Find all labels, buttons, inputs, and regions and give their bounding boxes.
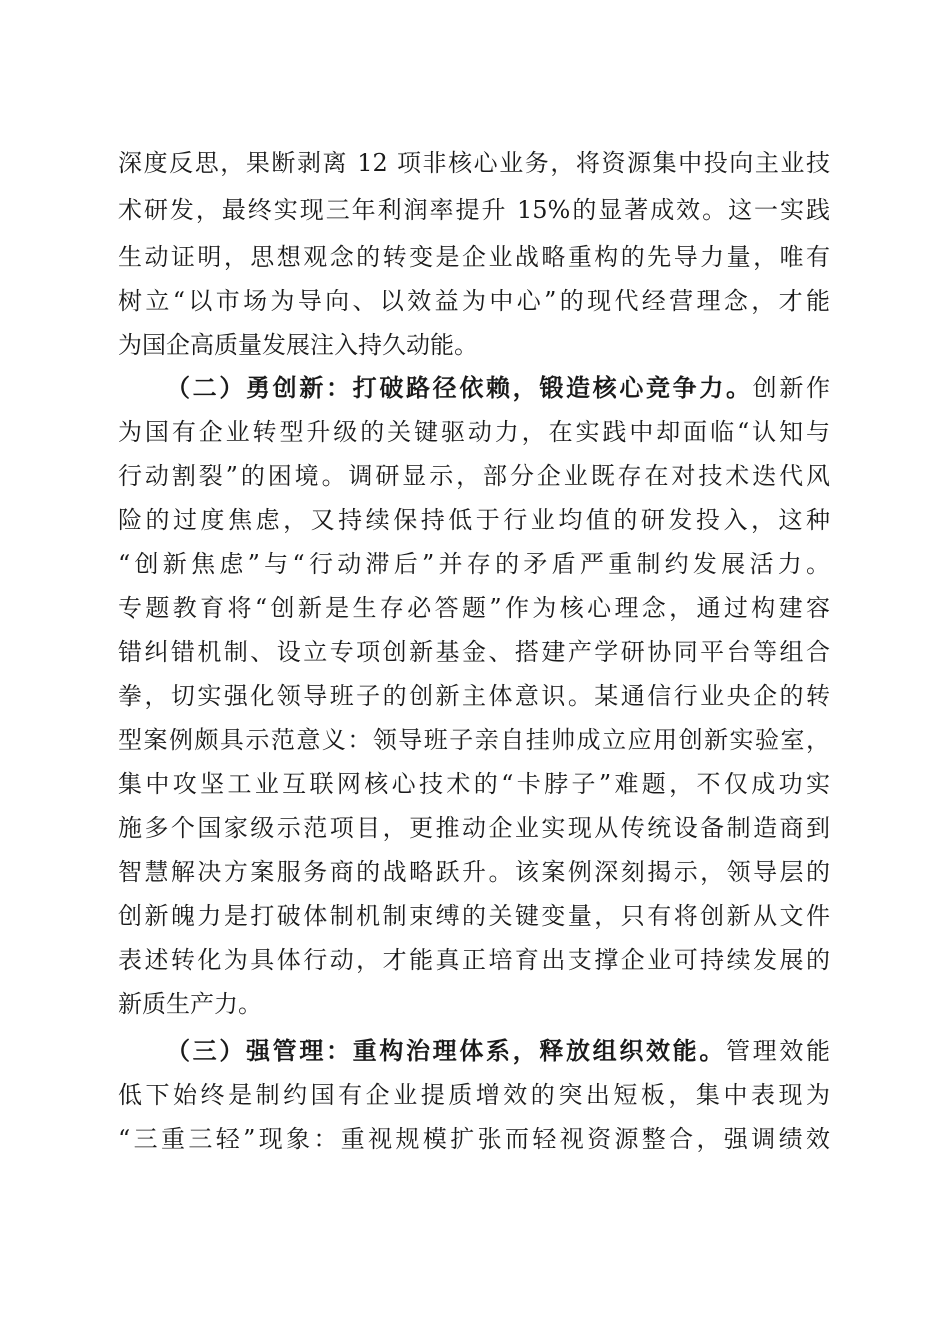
paragraph-2-line-12: 智慧解决方案服务商的战略跃升。该案例深刻揭示，领导层的 [118, 858, 830, 886]
paragraph-2-line-11: 施多个国家级示范项目，更推动企业实现从传统设备制造商到 [118, 814, 830, 842]
paragraph-1-line-5: 为国企高质量发展注入持久动能。 [118, 331, 478, 359]
paragraph-2-line-4: 险的过度焦虑，又持续保持低于行业均值的研发投入，这种 [118, 506, 830, 534]
paragraph-2-line-3: 行动割裂”的困境。调研显示，部分企业既存在对技术迭代风 [118, 462, 830, 490]
paragraph-2-line-7: 错纠错机制、设立专项创新基金、搭建产学研协同平台等组合 [118, 638, 830, 666]
paragraph-2-line-14: 表述转化为具体行动，才能真正培育出支撑企业可持续发展的 [118, 946, 830, 974]
paragraph-2-line-9: 型案例颇具示范意义：领导班子亲自挂帅成立应用创新实验室， [118, 726, 830, 754]
paragraph-2-first-line-rest: 创新作 [752, 374, 831, 402]
paragraph-3-first-line-rest: 管理效能 [726, 1037, 830, 1065]
paragraph-2-line-13: 创新魄力是打破体制机制束缚的关键变量，只有将创新从文件 [118, 902, 830, 930]
paragraph-1-line-4: 树立“以市场为导向、以效益为中心”的现代经营理念，才能 [118, 287, 830, 315]
paragraph-2-line-8: 拳，切实强化领导班子的创新主体意识。某通信行业央企的转 [118, 682, 830, 710]
paragraph-3-line-2: 低下始终是制约国有企业提质增效的突出短板，集中表现为 [118, 1081, 830, 1109]
paragraph-2-line-10: 集中攻坚工业互联网核心技术的“卡脖子”难题，不仅成功实 [118, 770, 830, 798]
paragraph-3-line-3: “三重三轻”现象：重视规模扩张而轻视资源整合，强调绩效 [118, 1125, 830, 1153]
section-2-heading: （二）勇创新：打破路径依赖，锻造核心竞争力。 [166, 373, 753, 402]
paragraph-2-line-1 [166, 370, 830, 406]
paragraph-2-line-5: “创新焦虑”与“行动滞后”并存的矛盾严重制约发展活力。 [118, 550, 830, 578]
paragraph-1-line-2: 术研发，最终实现三年利润率提升 15%的显著成效。这一实践 [118, 196, 830, 224]
paragraph-3-line-1 [166, 1033, 830, 1069]
section-3-heading: （三）强管理：重构治理体系，释放组织效能。 [166, 1036, 726, 1065]
paragraph-2-line-2: 为国有企业转型升级的关键驱动力，在实践中却面临“认知与 [118, 418, 830, 446]
paragraph-1-line-3: 生动证明，思想观念的转变是企业战略重构的先导力量，唯有 [118, 243, 830, 271]
paragraph-2-line-6: 专题教育将“创新是生存必答题”作为核心理念，通过构建容 [118, 594, 830, 622]
paragraph-2-line-15: 新质生产力。 [118, 990, 262, 1018]
paragraph-1-line-1: 深度反思，果断剥离 12 项非核心业务，将资源集中投向主业技 [118, 149, 830, 177]
